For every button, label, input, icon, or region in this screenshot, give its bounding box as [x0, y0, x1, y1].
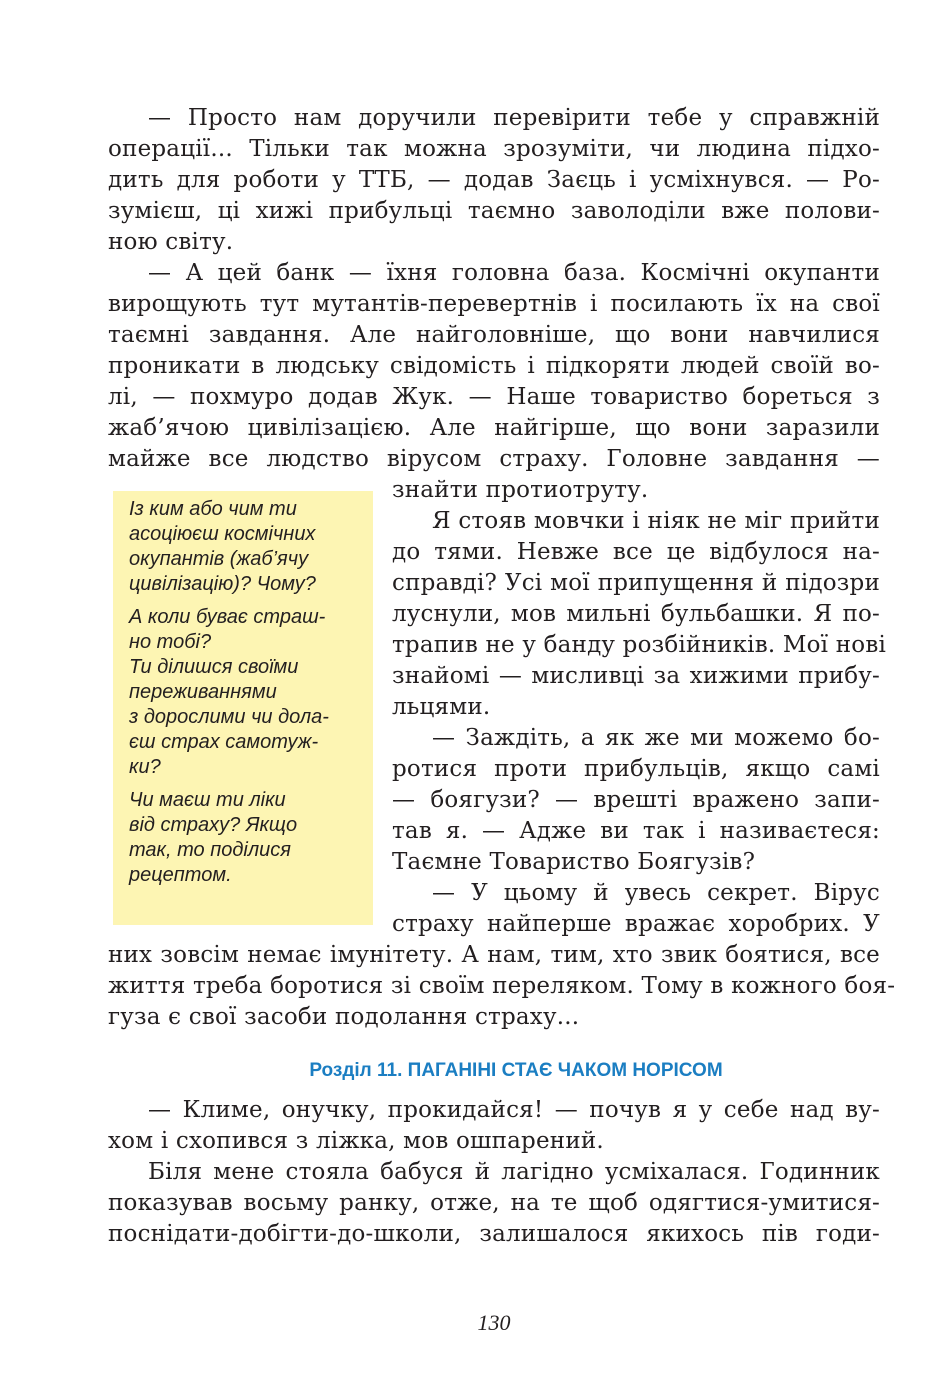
- sidebar-line: Із ким або чим ти: [129, 498, 297, 520]
- top-text-block: [108, 103, 880, 475]
- text-line: проникати в людську свідомість і підкоряти людей своїй во-: [108, 353, 880, 379]
- paragraph-1: [108, 103, 880, 258]
- bottom-text-block: [108, 1095, 880, 1250]
- text-line: — А цей банк — їхня головна база. Космічні окупанти: [148, 260, 880, 286]
- sidebar-question-block: [129, 788, 363, 888]
- sidebar-question-block: [129, 605, 363, 780]
- text-line: луснули, мов мильні бульбашки. Я по-: [392, 601, 880, 627]
- questions-sidebar: [113, 491, 373, 925]
- text-line: — боягузи? — врешті вражено запи-: [392, 787, 880, 813]
- text-line: лі, — похмуро додав Жук. — Наше товариство бореться з: [108, 384, 880, 410]
- sidebar-line: єш страх самотуж-: [129, 731, 319, 753]
- text-line: страху найперше вражає хоробрих. У: [392, 911, 880, 937]
- sidebar-line: переживаннями: [129, 681, 277, 703]
- text-line: льцями.: [392, 694, 491, 720]
- text-line: — У цьому й увесь секрет. Вірус: [432, 880, 880, 906]
- paragraph-7: [108, 1095, 880, 1157]
- sidebar-line: рецептом.: [129, 864, 232, 886]
- text-line: операції... Тільки так можна зрозуміти, чи людина підхо-: [108, 136, 880, 162]
- text-line: знайомі — мисливці за хижими прибу-: [392, 663, 880, 689]
- text-line: поснідати-добігти-до-школи, залишалося якихось пів годи-: [108, 1221, 880, 1247]
- text-line: трапив не у банду розбійників. Мої нові: [392, 632, 887, 658]
- text-line: — Просто нам доручили перевірити тебе у справжній: [148, 105, 880, 131]
- text-line: них зовсім немає імунітету. А нам, тим, хто звик боятися, все: [108, 942, 880, 968]
- text-line: гуза є свої засоби подолання страху...: [108, 1004, 580, 1030]
- narrow-text-column: [392, 475, 887, 940]
- sidebar-line: так, то поділися: [129, 839, 291, 861]
- sidebar-line: асоціюєш космічних: [129, 523, 316, 545]
- sidebar-line: но тобі?: [129, 631, 212, 653]
- text-line: вирощують тут мутантів-перевертнів і посилають їх на свої: [108, 291, 880, 317]
- text-line: — Климе, онучку, прокидайся! — почув я у себе над ву-: [148, 1097, 880, 1123]
- sidebar-line: Чи маєш ти ліки: [129, 789, 286, 811]
- sidebar-line: А коли буває страш-: [129, 606, 326, 628]
- sidebar-line: від страху? Якщо: [129, 814, 298, 836]
- text-line: Біля мене стояла бабуся й лагідно усміхалася. Годинник: [148, 1159, 880, 1185]
- paragraph-4: [392, 506, 887, 723]
- text-line: знайти протиотруту.: [392, 477, 649, 503]
- paragraph-2: [108, 258, 880, 475]
- text-line: хом і схопився з ліжка, мов ошпарений.: [108, 1128, 604, 1154]
- section-heading: Розділ 11. ПАГАНІНІ СТАЄ ЧАКОМ НОРІСОМ: [309, 1060, 723, 1081]
- text-line: жаб’ячою цивілізацією. Але найгірше, що вони заразили: [108, 415, 880, 441]
- text-line: майже все людство вірусом страху. Головне завдання —: [108, 446, 880, 472]
- paragraph-6: [392, 878, 880, 940]
- text-line: таємні завдання. Але найголовніше, що вони навчилися: [108, 322, 880, 348]
- text-line: показував восьму ранку, отже, на те щоб одягтися-умитися-: [108, 1190, 880, 1216]
- text-line: до тями. Невже все це відбулося на-: [392, 539, 880, 565]
- paragraph-5: [392, 723, 880, 878]
- sidebar-line: ки?: [129, 756, 161, 778]
- continued-text-block: [108, 940, 896, 1033]
- paragraph-8: [108, 1157, 880, 1250]
- text-line: дить для роботи у ТТБ, — додав Заєць і усміхнувся. — Ро-: [108, 167, 880, 193]
- paragraph-3: [392, 475, 880, 506]
- text-line: справді? Усі мої припущення й підозри: [392, 570, 880, 596]
- text-line: Таємне Товариство Боягузів?: [392, 849, 756, 875]
- text-line: зумієш, ці хижі прибульці таємно заволоділи вже полови-: [108, 198, 880, 224]
- text-line: життя треба боротися зі своїм переляком. Тому в кожного боя-: [108, 973, 896, 999]
- text-line: ротися проти прибульців, якщо самі: [392, 756, 880, 782]
- text-line: Я стояв мовчки і ніяк не міг прийти: [432, 508, 880, 534]
- text-line: — Заждіть, а як же ми можемо бо-: [432, 725, 880, 751]
- page-number: 130: [477, 1310, 511, 1335]
- text-line: ною світу.: [108, 229, 234, 255]
- sidebar-question-block: [129, 497, 363, 597]
- sidebar-line: Ти ділишся своїми: [129, 656, 299, 678]
- sidebar-line: цивілізацію)? Чому?: [129, 573, 316, 595]
- sidebar-line: з дорослими чи дола-: [129, 706, 329, 728]
- text-line: тав я. — Адже ви так і називаєтеся:: [392, 818, 880, 844]
- sidebar-line: окупантів (жаб’ячу: [129, 548, 309, 570]
